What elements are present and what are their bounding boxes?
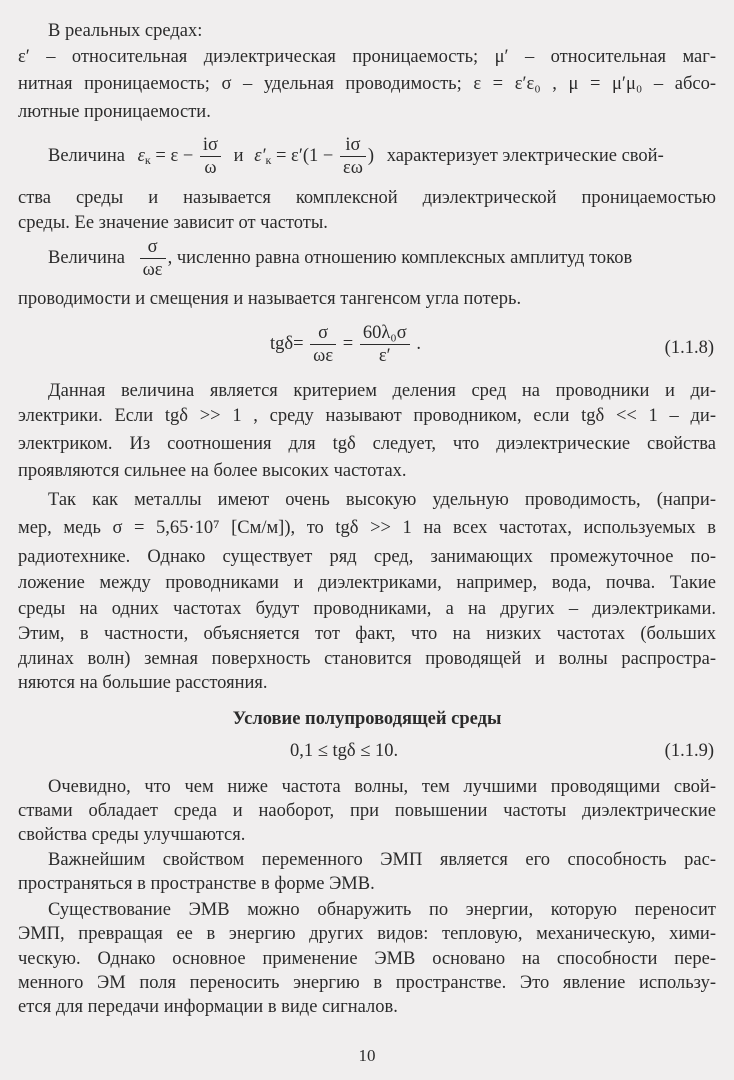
text-line: проявляются сильнее на более высоких частотах. [18,461,407,481]
text-line: среды на одних частотах будут проводниками, а на других – диэлектриками. [18,599,716,619]
formula-fragment: ) [367,145,375,166]
text-line: свойства среды улучшаются. [18,825,246,845]
text-line: ε′ – относительная диэлектрическая проницаемость; μ′ – относительная маг- [18,47,716,67]
text-line: лютные проницаемости. [18,102,211,122]
formula-fragment: tgδ= [270,333,304,354]
text-line: длинах волн) земная поверхность становится проводящей и волны распростра- [18,649,716,669]
fraction: $\frac{\text{60λ₀σ}}{\varepsilon'}$ [360,322,410,367]
formula-fragment: . [416,333,421,354]
equation-number: (1.1.9) [664,741,714,761]
formula-line-ratio [48,236,716,286]
text-line: Этим, в частности, объясняется тот факт, что на низких частотах (больших [18,624,716,644]
text-line: мер, медь σ = 5,65·10⁷ [См/м]), то tgδ >> 1 на всех частотах, используемых в [18,518,716,538]
text-line: электрики. Если tgδ >> 1 , среду называют проводником, если tgδ << 1 – ди- [18,406,716,426]
fraction: $\frac{\sigma}{\omega\varepsilon}$ [140,236,166,281]
text-line: Данная величина является критерием деления сред на проводники и ди- [48,381,716,401]
equation-loss-tangent [270,322,421,367]
equation-condition: 0,1 ≤ tgδ ≤ 10. [290,741,399,761]
text-line: ческую. Однако основное применение ЭМВ основано на способности пере- [18,949,716,969]
text-line: В реальных средах: [48,21,203,41]
text-line: ется для передачи информации в виде сигналов. [18,997,398,1017]
text-fragment: , численно равна отношению комплексных амплитуд токов [167,247,633,268]
text-line: Очевидно, что чем ниже частота волны, тем лучшими проводящими свой- [48,777,716,797]
text-line: проводимости и смещения и называется тангенсом угла потерь. [18,289,522,309]
fraction: $\frac{\sigma}{\omega\varepsilon}$ [310,322,336,367]
equation-number: (1.1.8) [664,338,714,358]
text-line: ства среды и называется комплексной диэлектрической проницаемостью [18,188,716,208]
fraction: $\frac{i\sigma}{\omega}$ [200,134,221,179]
text-line: радиотехнике. Однако существует ряд сред, занимающих промежуточное по- [18,547,716,567]
text-fragment: Величина [48,145,125,166]
text-line: среды. Ее значение зависит от частоты. [18,213,328,233]
text-line: няются на большие расстояния. [18,673,268,693]
formula-fragment: = ε − [155,145,194,166]
epsilon-symbol: ε [137,145,145,166]
text-fragment: и [233,145,244,166]
formula-line-permittivity [48,134,716,184]
subscript: к [144,152,151,167]
text-line: ствами обладает среда и наоборот, при повышении частоты диэлектрические [18,801,716,821]
text-line: пространяться в пространстве в форме ЭМВ. [18,874,375,894]
text-line: Так как металлы имеют очень высокую удельную проводимость, (напри- [48,490,716,510]
subscript: к [265,152,272,167]
formula-fragment: = ε′(1 − [276,145,334,166]
formula-fragment: = [342,333,354,354]
text-line: менного ЭМ поля переносить энергию в пространстве. Это явление использу- [18,973,716,993]
text-fragment: характеризует электрические свой- [386,145,664,166]
text-line: Важнейшим свойством переменного ЭМП является его способность рас- [48,850,716,870]
epsilon-prime-symbol: ε′ [254,145,266,166]
text-line: Существование ЭМВ можно обнаружить по энергии, которую переносит [48,900,716,920]
text-line: нитная проницаемость; σ – удельная проводимость; ε = ε′ε₀ , μ = μ′μ₀ – абсо- [18,74,716,94]
text-line: электриком. Из соотношения для tgδ следует, что диэлектрические свойства [18,434,716,454]
fraction: $\frac{i\sigma}{\varepsilon\omega}$ [340,134,366,179]
text-fragment: Величина [48,247,125,268]
text-line: ЭМП, превращая ее в энергию других видов: тепловую, механическую, хими- [18,924,716,944]
text-line: ложение между проводниками и диэлектриками, например, вода, почва. Такие [18,573,716,593]
page-number: 10 [358,1046,376,1065]
section-heading: Условие полупроводящей среды [232,709,502,729]
